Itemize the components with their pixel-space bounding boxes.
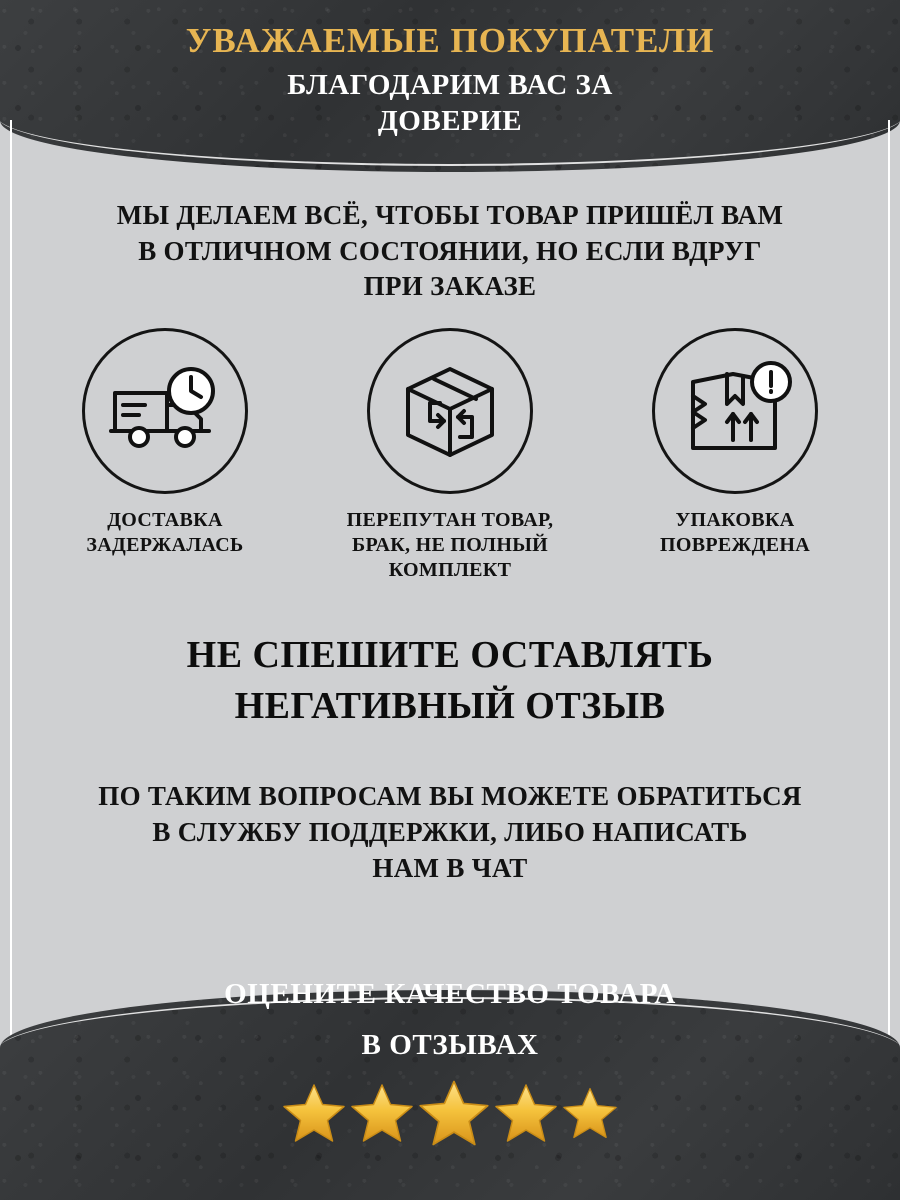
issue-damaged-package [610,328,860,558]
star-icon[interactable] [282,1082,346,1144]
header-title: УВАЖАЕМЫЕ ПОКУПАТЕЛИ [185,21,715,60]
issue-wrong-item [325,328,575,583]
issue-caption-line-3: КОМПЛЕКТ [388,559,512,581]
issue-caption-line-2: ЗАДЕРЖАЛАСЬ [86,534,244,556]
support-line-2: В СЛУЖБУ ПОДДЕРЖКИ, ЛИБО НАПИСАТЬ [152,817,748,848]
support-line-3: НАМ В ЧАТ [372,853,528,884]
box-return-arrow-icon [388,355,512,467]
issue-caption-line-1: ПЕРЕПУТАН ТОВАР, [346,509,554,531]
header [0,22,900,139]
issue-icon-circle [82,328,248,494]
rating-stars[interactable] [0,1078,900,1148]
support-line-1: ПО ТАКИМ ВОПРОСАМ ВЫ МОЖЕТЕ ОБРАТИТЬСЯ [98,781,802,811]
star-icon[interactable] [418,1078,490,1148]
intro-line-2: В ОТЛИЧНОМ СОСТОЯНИИ, НО ЕСЛИ ВДРУГ [138,235,762,266]
issue-caption-line-2: БРАК, НЕ ПОЛНЫЙ [352,534,548,556]
issue-caption [660,508,810,558]
intro-line-3: ПРИ ЗАКАЗЕ [363,271,537,302]
footer-line-2: В ОТЗЫВАХ [361,1028,539,1061]
headline-line-2: НЕГАТИВНЫЙ ОТЗЫВ [234,685,666,728]
issue-caption [347,508,554,583]
headline [60,630,840,733]
issues-row [40,328,860,583]
issue-icon-circle [652,328,818,494]
header-subtitle-line-2: ДОВЕРИЕ [377,104,523,137]
star-icon[interactable] [350,1082,414,1144]
right-border-line [888,120,890,1050]
issue-caption-line-1: УПАКОВКА [675,509,795,531]
support-text [50,778,850,887]
delivery-truck-clock-icon [105,361,225,461]
intro-line-1: МЫ ДЕЛАЕМ ВСЁ, ЧТОБЫ ТОВАР ПРИШЁЛ ВАМ [116,200,784,230]
left-border-line [10,120,12,1050]
header-subtitle-line-1: БЛАГОДАРИМ ВАС ЗА [287,68,613,101]
issue-caption-line-1: ДОСТАВКА [107,509,223,531]
star-icon[interactable] [562,1086,618,1140]
issue-icon-circle [367,328,533,494]
headline-line-1: НЕ СПЕШИТЕ ОСТАВЛЯТЬ [186,634,714,676]
issue-caption [86,508,243,558]
footer [0,976,900,1148]
damaged-package-icon [675,356,795,466]
intro-text [60,198,840,305]
issue-delivery-delayed [40,328,290,558]
issue-caption-line-2: ПОВРЕЖДЕНА [660,534,810,556]
footer-line-1: ОЦЕНИТЕ КАЧЕСТВО ТОВАРА [224,977,676,1010]
star-icon[interactable] [494,1082,558,1144]
